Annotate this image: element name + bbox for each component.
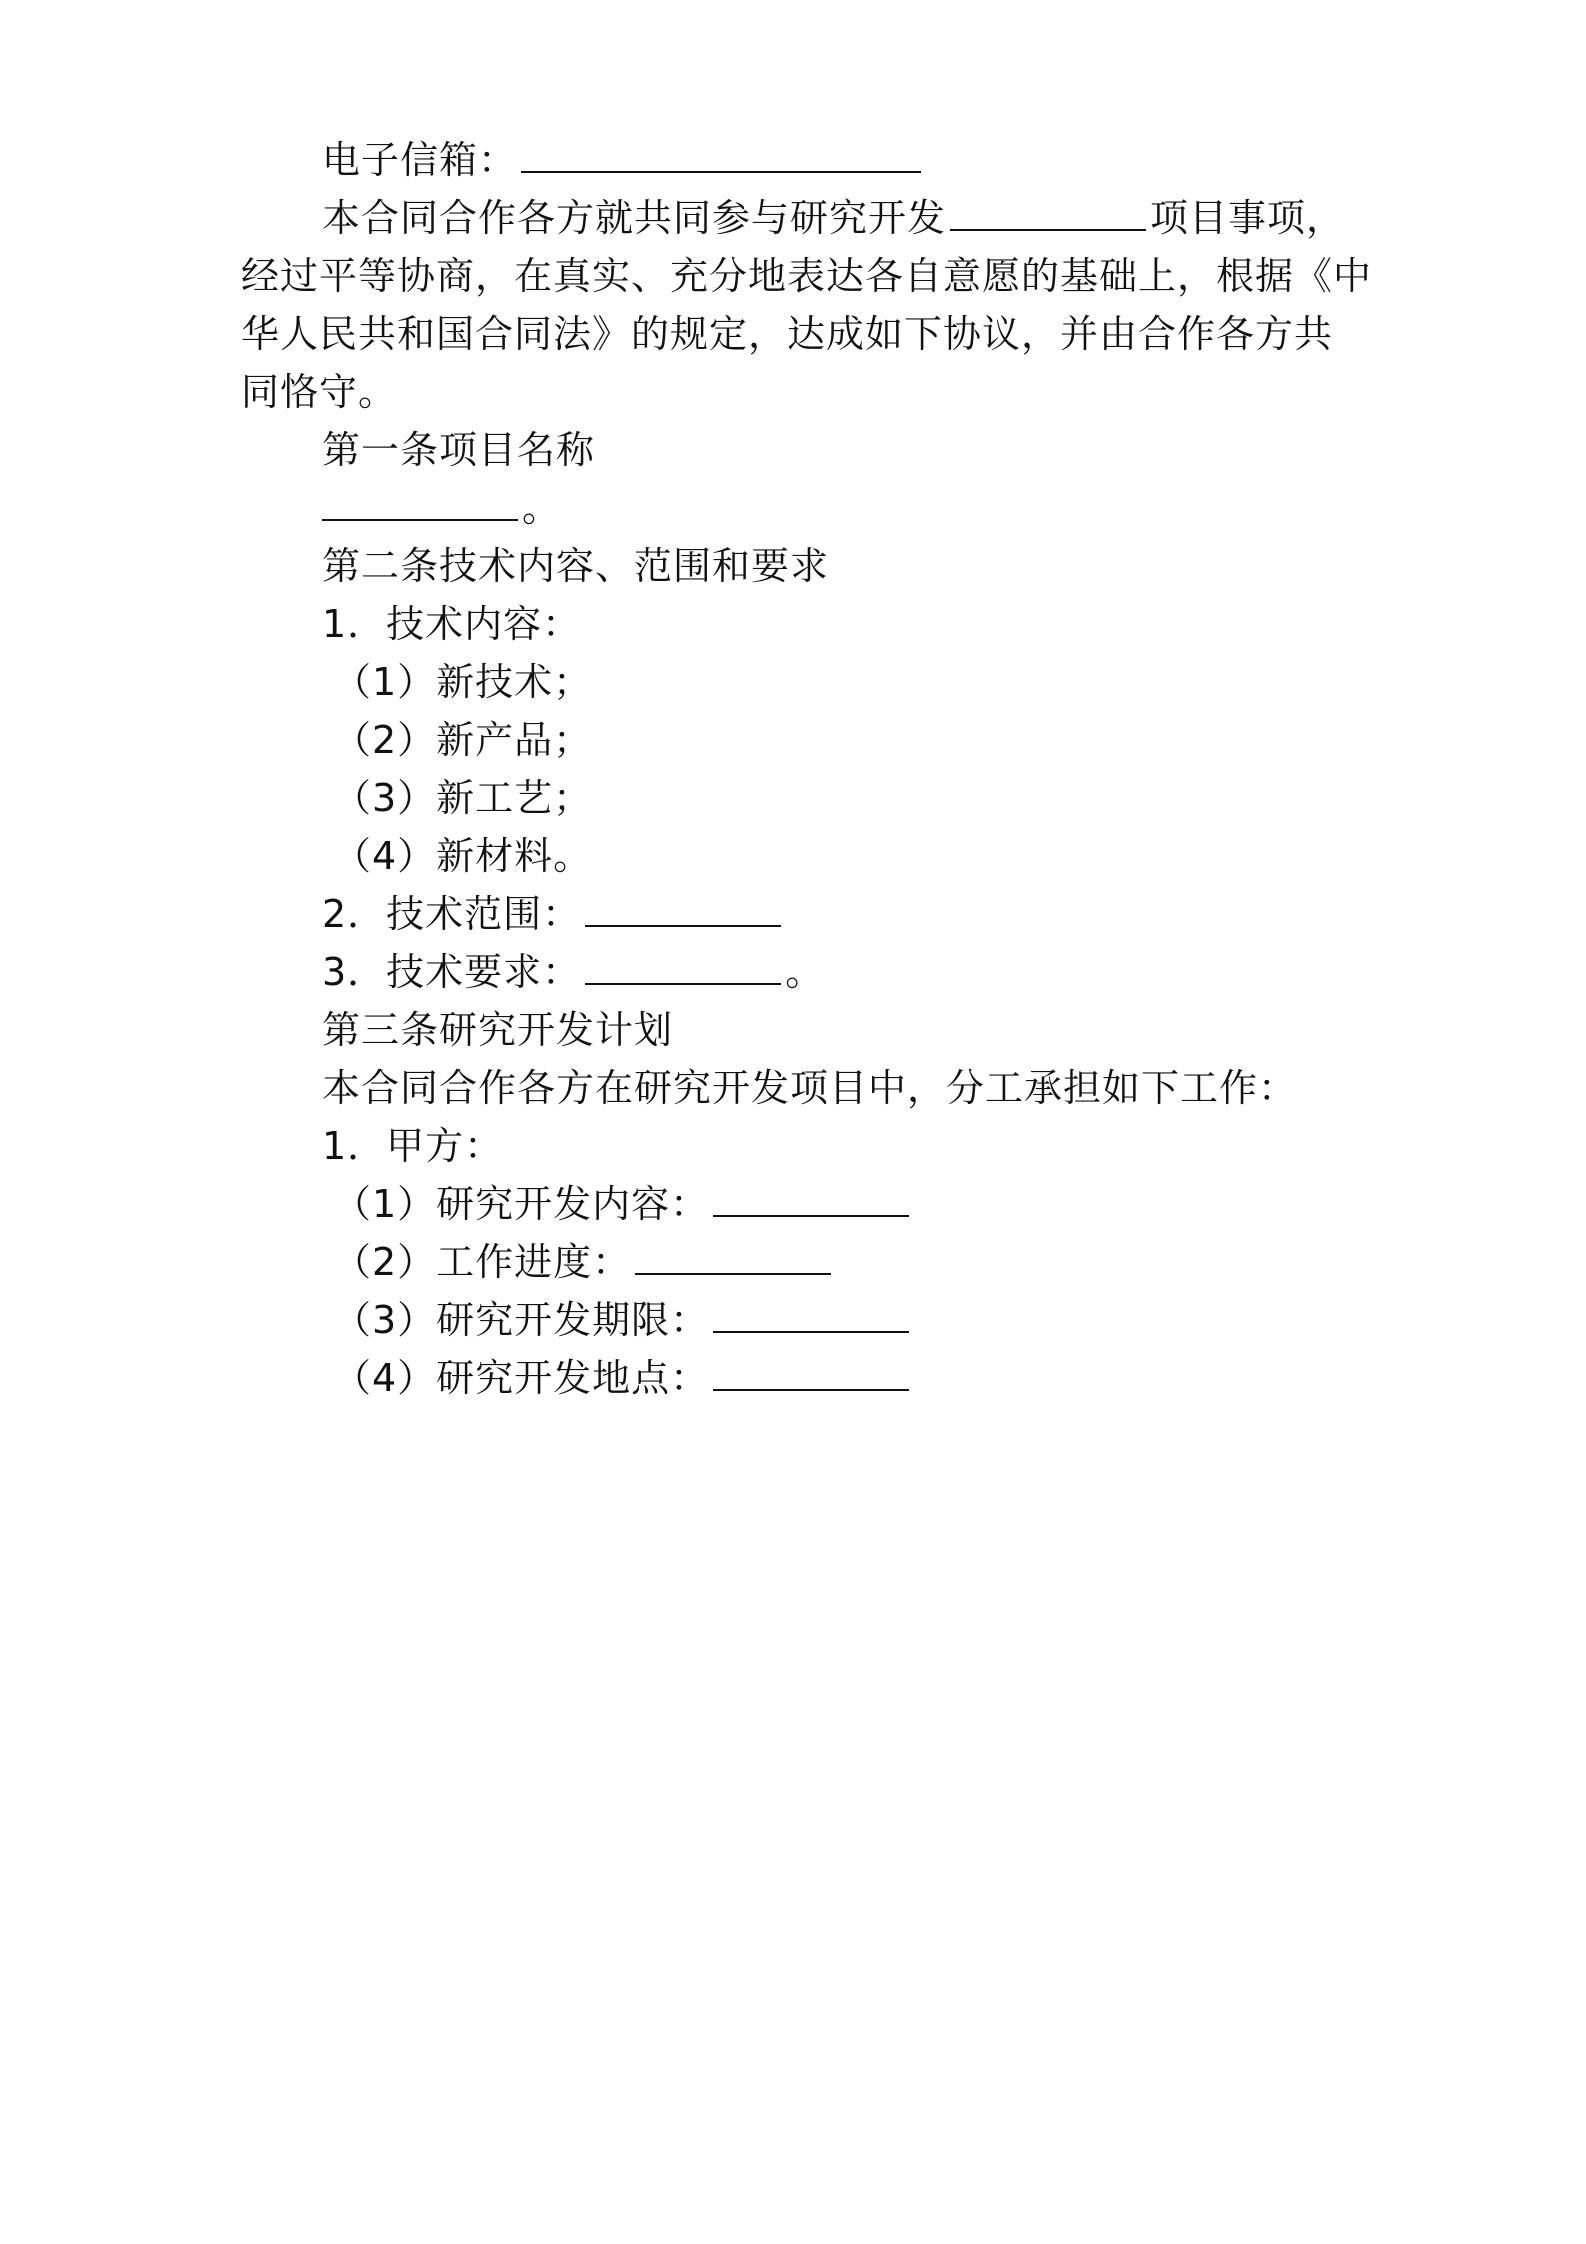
intro-text-1a: 本合同合作各方就共同参与研究开发 bbox=[322, 196, 947, 240]
article1-value-line bbox=[322, 484, 561, 532]
party-a-item-4-blank bbox=[713, 1359, 909, 1391]
tech-scope-label: 2．技术范围： bbox=[322, 892, 582, 936]
tech-item-2: （2）新产品； bbox=[333, 718, 593, 762]
party-a-item-1 bbox=[333, 1180, 913, 1228]
tech-item-3: （3）新工艺； bbox=[333, 776, 593, 820]
project-name-blank bbox=[322, 489, 518, 521]
email-label: 电子信箱： bbox=[322, 138, 518, 182]
tech-item-4: （4）新材料。 bbox=[333, 834, 593, 878]
party-a-item-2-blank bbox=[635, 1243, 831, 1275]
article2-title: 第二条技术内容、范围和要求 bbox=[322, 544, 830, 588]
party-a-item-1-label: （1）研究开发内容： bbox=[333, 1182, 710, 1226]
party-a-item-4 bbox=[333, 1354, 913, 1402]
party-a-item-3-blank bbox=[713, 1301, 909, 1333]
party-a-item-3-label: （3）研究开发期限： bbox=[333, 1298, 710, 1342]
tech-content-label: 1．技术内容： bbox=[322, 602, 582, 646]
article3-intro: 本合同合作各方在研究开发项目中，分工承担如下工作： bbox=[322, 1066, 1298, 1110]
article1-value-end: 。 bbox=[522, 486, 562, 530]
email-line bbox=[322, 136, 925, 184]
tech-req-label: 3．技术要求： bbox=[322, 950, 582, 994]
email-blank bbox=[521, 141, 921, 173]
tech-scope-line bbox=[322, 890, 785, 938]
tech-req-line bbox=[322, 948, 824, 996]
party-a-item-2 bbox=[333, 1238, 835, 1286]
tech-req-end: 。 bbox=[785, 950, 825, 994]
tech-req-blank bbox=[585, 953, 781, 985]
article1-title: 第一条项目名称 bbox=[322, 428, 596, 472]
party-a-item-1-blank bbox=[713, 1185, 909, 1217]
party-a-label: 1．甲方： bbox=[322, 1124, 504, 1168]
party-a-item-4-label: （4）研究开发地点： bbox=[333, 1356, 710, 1400]
intro-line-4: 同恪守。 bbox=[241, 370, 398, 414]
article3-title: 第三条研究开发计划 bbox=[322, 1008, 674, 1052]
intro-text-1b: 项目事项， bbox=[1150, 196, 1346, 240]
tech-scope-blank bbox=[585, 895, 781, 927]
intro-line-1 bbox=[322, 194, 1345, 242]
tech-item-1: （1）新技术； bbox=[333, 660, 593, 704]
intro-line-2: 经过平等协商，在真实、充分地表达各自意愿的基础上，根据《中 bbox=[241, 254, 1373, 298]
party-a-item-2-label: （2）工作进度： bbox=[333, 1240, 632, 1284]
party-a-item-3 bbox=[333, 1296, 913, 1344]
intro-line-3: 华人民共和国合同法》的规定，达成如下协议，并由合作各方共 bbox=[241, 312, 1334, 356]
project-blank bbox=[950, 199, 1146, 231]
